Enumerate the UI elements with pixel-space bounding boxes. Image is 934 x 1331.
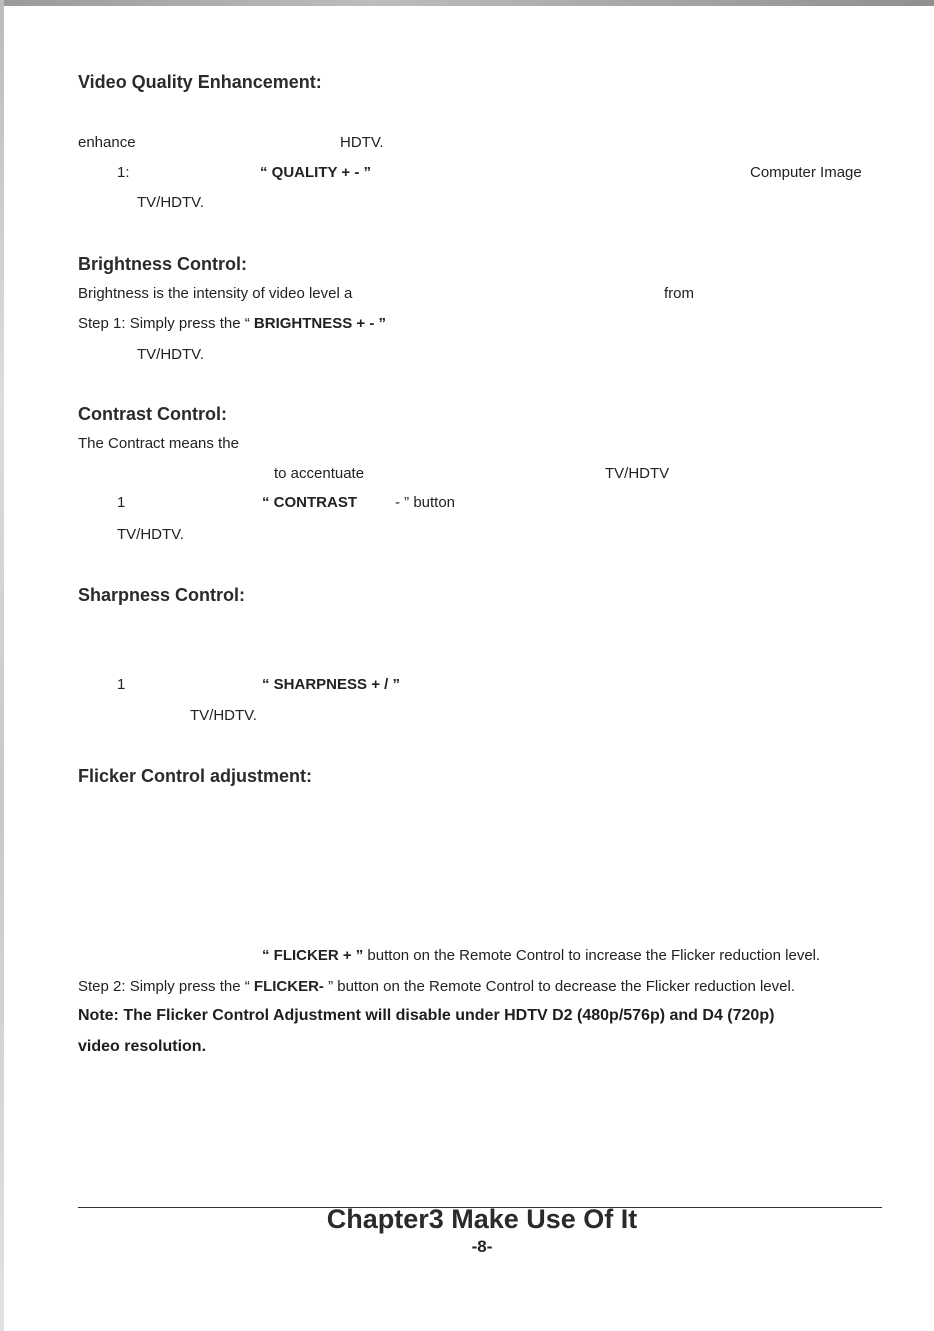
contrast-button-label: “ CONTRAST [262, 494, 357, 511]
flicker-heading: Flicker Control adjustment: [78, 766, 313, 786]
sharpness-step-number: 1 [117, 676, 126, 693]
contrast-text: TV/HDTV. [117, 526, 184, 543]
flicker-note-line-2: video resolution. [78, 1038, 207, 1055]
contrast-heading: Contrast Control: [78, 404, 227, 424]
chapter-title: Chapter3 Make Use Of It [326, 1204, 638, 1234]
quality-button-label: “ QUALITY + - ” [260, 164, 371, 181]
scan-left-edge [0, 0, 4, 1331]
flicker-step-2-prefix: Step 2: Simply press the “ [78, 978, 254, 995]
flicker-step-2-text: ” button on the Remote Control to decrease the Flicker reduction level. [328, 978, 795, 995]
brightness-text: from [664, 285, 694, 302]
sharpness-button-label: “ SHARPNESS + / ” [262, 676, 400, 693]
video-quality-heading: Video Quality Enhancement: [78, 72, 322, 92]
scan-top-edge [0, 0, 934, 6]
page-number: -8- [471, 1237, 493, 1256]
contrast-text: to accentuate [274, 465, 365, 482]
brightness-heading: Brightness Control: [78, 254, 247, 274]
brightness-text: Brightness is the intensity of video level a [78, 285, 353, 302]
sharpness-heading: Sharpness Control: [78, 585, 246, 605]
flicker-step-2 [78, 978, 795, 996]
flicker-step-1 [262, 947, 820, 965]
flicker-note-line-1: Note: The Flicker Control Adjustment will disable under HDTV D2 (480p/576p) and D4 (720p) [78, 1007, 775, 1024]
brightness-step [78, 315, 386, 333]
brightness-text: TV/HDTV. [137, 346, 204, 363]
contrast-text: The Contract means the [78, 435, 239, 452]
contrast-text: TV/HDTV [605, 465, 670, 482]
flicker-minus-button-label: FLICKER- [253, 978, 329, 995]
flicker-plus-button-label: “ FLICKER + ” [262, 947, 364, 964]
video-quality-step-number: 1: [117, 164, 130, 181]
brightness-button-label: BRIGHTNESS + - ” [253, 315, 387, 332]
flicker-step-1-text: button on the Remote Control to increase the Flicker reduction level. [363, 947, 821, 964]
contrast-text: - ” button [395, 494, 456, 511]
brightness-step-prefix: Step 1: Simply press the “ [78, 315, 254, 332]
video-quality-text: Computer Image [750, 164, 862, 181]
contrast-step-number: 1 [117, 494, 126, 511]
video-quality-text: enhance [78, 134, 136, 151]
sharpness-text: TV/HDTV. [190, 707, 257, 724]
video-quality-text: TV/HDTV. [137, 194, 204, 211]
video-quality-text: HDTV. [340, 134, 384, 151]
